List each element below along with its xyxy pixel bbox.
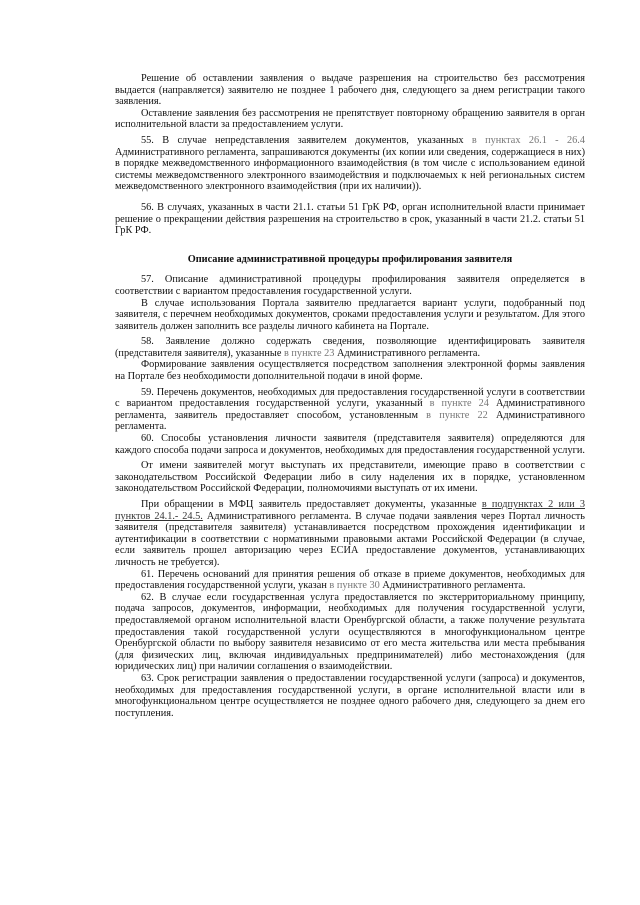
paragraph-59-reference-22: в пункте 22: [426, 409, 488, 421]
paragraph-59-text-a: 59. Перечень документов, необходимых для предоставления государственной услуги в соответствии с вариантом предоставления государственной услуги, указанный: [115, 386, 585, 410]
paragraph-rejection-decision: Решение об оставлении заявления о выдаче разрешения на строительство без рассмотрения выдается (направляется) заявителю не позднее 1 рабочего дня, следующего за днем регистрации такого заявления.: [115, 73, 585, 108]
paragraph-60-mfc: [115, 499, 585, 569]
paragraph-61-text-b: Административного регламента.: [379, 580, 526, 592]
paragraph-57: 57. Описание административной процедуры профилирования заявителя определяется в соответствии с вариантом предоставления государственной услуги.: [115, 274, 585, 297]
paragraph-59-text-b: Административного регламента, заявитель предоставляет способом, установленным: [115, 398, 586, 421]
section-heading: Описание административной процедуры профилирования заявителя: [187, 253, 513, 265]
subpoints-link[interactable]: в подпунктах 2 или 3 пунктов 24.1.- 24.5.: [115, 499, 585, 522]
paragraph-55: [115, 135, 585, 193]
paragraph-61: [115, 569, 585, 592]
paragraph-61-text-a: 61. Перечень оснований для принятия решения об отказе в приеме документов, необходимых для предоставления государственной услуги, указан: [115, 568, 585, 592]
paragraph-60: 60. Способы установления личности заявителя (представителя заявителя) определяются для каждого способа подачи запроса и документов, необходимых для предоставления государственной услуги.: [115, 433, 585, 456]
paragraph-repeat-appeal: Оставление заявления без рассмотрения не препятствует повторному обращению заявителя в орган исполнительной власти за предоставлением услуги.: [115, 107, 585, 131]
paragraph-58-text-a: 58. Заявление должно содержать сведения, позволяющие идентифицировать заявителя (представителя заявителя), указанные: [115, 336, 585, 359]
paragraph-59-text-c: Административного регламента.: [115, 409, 585, 433]
document-body: [115, 73, 585, 719]
paragraph-58-form: Формирование заявления осуществляется посредством заполнения электронной формы заявления на Портале без необходимости дополнительной подачи в иной форме.: [115, 359, 585, 383]
paragraph-58-reference: в пункте 23: [283, 347, 335, 359]
paragraph-55-reference: в пунктах 26.1 - 26.4: [471, 134, 585, 146]
paragraph-60-mfc-text-b: Административного регламента. В случае подачи заявления через Портал личность заявителя (представителя заявителя) устанавливается посредством прохождения идентификации и аутентификации в соответствии с нормативными правовыми актами Российской Федерации (в случае, если заявитель прошел авторизацию через ЕСИА предоставление документов, устанавливающих личность не требуется).: [115, 510, 585, 568]
paragraph-59: [115, 387, 585, 433]
paragraph-60-mfc-text-a: При обращении в МФЦ заявитель предоставляет документы, указанные: [141, 499, 482, 510]
paragraph-55-text-a: 55. В случае непредставления заявителем документов, указанных: [141, 134, 472, 146]
paragraph-61-reference: в пункте 30: [329, 580, 380, 592]
paragraph-56: 56. В случаях, указанных в части 21.1. статьи 51 ГрК РФ, орган исполнительной власти принимает решение о прекращении действия разрешения на строительство в срок, указанный в части 21.2. статьи 51 ГрК РФ.: [115, 201, 585, 237]
paragraph-59-reference-24: в пункте 24: [429, 398, 489, 410]
paragraph-58: [115, 336, 585, 359]
paragraph-55-text-b: Административного регламента, запрашиваются документы (их копии или сведения, содержащиеся в них) в порядке межведомственного информационного взаимодействия (в том числе с использованием единой системы межведомственного электронного взаимодействия и подключаемых к ней региональных систем межведомственного электронного взаимодействия (при их наличии)).: [115, 146, 585, 193]
paragraph-57-portal: В случае использования Портала заявителю предлагается вариант услуги, подобранный под заявителя, с перечнем необходимых документов, сроками предоставления услуги и результатом. Для этого заявитель должен заполнить все разделы личного кабинета на Портале.: [115, 297, 585, 332]
paragraph-63: 63. Срок регистрации заявления о предоставлении государственной услуги (запроса) и документов, необходимых для предоставления государственной услуги, в органе исполнительной власти или в многофункциональном центре осуществляется не позднее одного рабочего дня, следующего за днем его поступления.: [115, 672, 585, 719]
paragraph-60-representatives: От имени заявителей могут выступать их представители, имеющие право в соответствии с законодательством Российской Федерации либо в силу наделения их в порядке, установленном законодательством Российской Федерации, полномочиями выступать от их имени.: [115, 460, 585, 495]
paragraph-62: 62. В случае если государственная услуга предоставляется по экстерриториальному принципу, подача запросов, документов, информации, необходимых для получения государственной услуги, предоставляемой органом исполнительной власти Оренбургской области, а также получение результата предоставления такой государственной услуги осуществляются в многофункциональном центре Оренбургской области по выбору заявителя независимо от его места жительства или места пребывания (для физических лиц, включая индивидуальных предпринимателей) либо местонахождения (для юридических лиц) при наличии соглашения о взаимодействии.: [115, 591, 585, 673]
paragraph-58-text-b: Административного регламента.: [334, 347, 481, 359]
